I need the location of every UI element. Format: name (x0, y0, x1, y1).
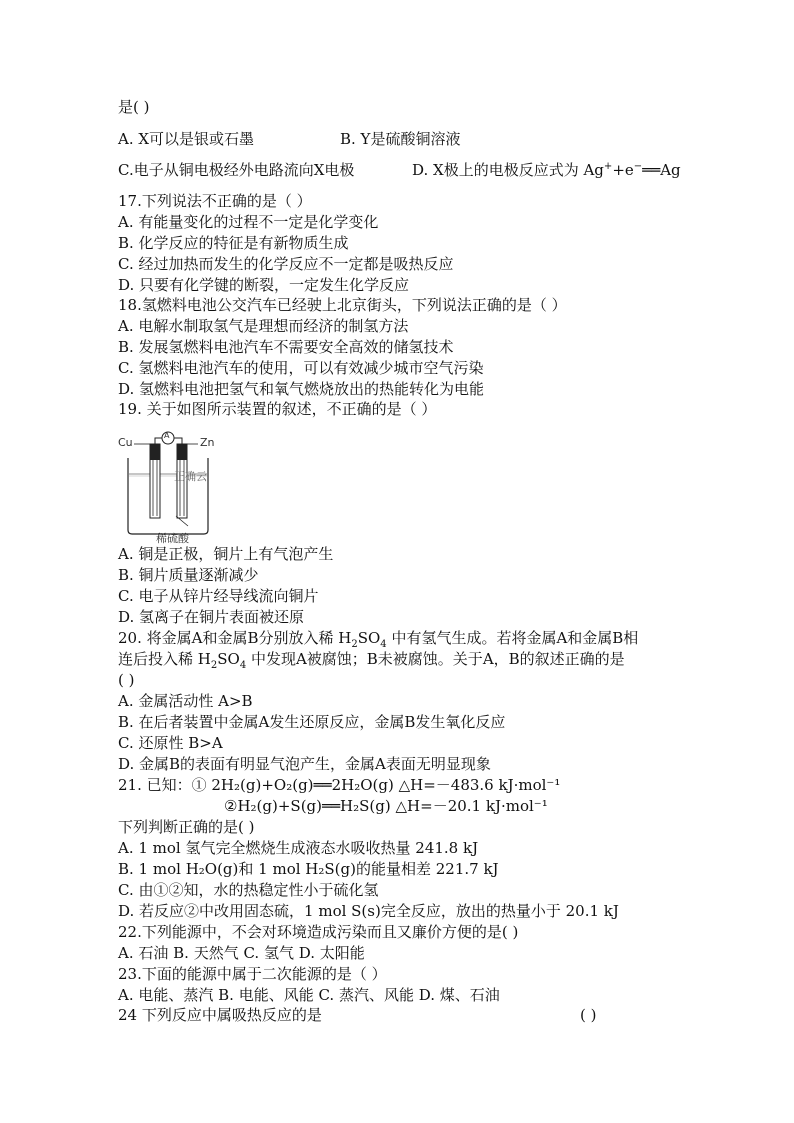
q20-option-c: C. 还原性 B>A (118, 734, 223, 752)
ammeter-label: A (164, 431, 170, 440)
q18-option-c: C. 氢燃料电池汽车的使用，可以有效减少城市空气污染 (118, 359, 484, 377)
q21-option-a: A. 1 mol 氢气完全燃烧生成液态水吸收热量 241.8 kJ (118, 839, 479, 857)
q23-stem: 23.下面的能源中属于二次能源的是（ ） (118, 965, 387, 983)
galvanic-cell-figure (118, 430, 238, 545)
q21-sub-stem: 下列判断正确的是( ) (118, 818, 255, 836)
q20-stem-line2: 连后投入稀 $H_2SO_4$ 中发现A被腐蚀；B未被腐蚀。关于A，B的叙述正确的是 (118, 650, 625, 671)
q17-option-c: C. 经过加热而发生的化学反应不一定都是吸热反应 (118, 255, 454, 273)
solution-label: 稀硫酸 (156, 532, 189, 545)
q21-option-d: D. 若反应②中改用固态硫，1 mol S(s)完全反应，放出的热量小于 20.1 kJ (118, 902, 619, 920)
q16-stem-tail: 是( ) (118, 98, 150, 116)
q22-stem: 22.下列能源中，不会对环境造成污染而且又廉价方便的是( ) (118, 923, 519, 941)
zn-label: Zn (200, 436, 215, 449)
q23-options: A. 电能、蒸汽 B. 电能、风能 C. 蒸汽、风能 D. 煤、石油 (118, 986, 500, 1004)
q20-option-d: D. 金属B的表面有明显气泡产生，金属A表面无明显现象 (118, 755, 491, 773)
watermark-text: 正确云 (174, 470, 207, 483)
zn-electrode-top (177, 444, 187, 460)
q21-stem: 21. 已知：① 2H₂(g)+O₂(g)══2H₂O(g) △H=－483.6 kJ·mol⁻¹ (118, 776, 561, 794)
q19-option-d: D. 氢离子在铜片表面被还原 (118, 608, 305, 626)
q20-stem-line1: 20. 将金属A和金属B分别放入稀 $H_2SO_4$ 中有氢气生成。若将金属A和金属B相 (118, 629, 639, 650)
q17-option-b: B. 化学反应的特征是有新物质生成 (118, 234, 349, 252)
q17-option-a: A. 有能量变化的过程不一定是化学变化 (118, 213, 379, 231)
q21-option-b: B. 1 mol H₂O(g)和 1 mol H₂S(g)的能量相差 221.7 kJ (118, 860, 499, 878)
q20-option-b: B. 在后者装置中金属A发生还原反应，金属B发生氧化反应 (118, 713, 506, 731)
galvanic-cell-diagram (118, 430, 238, 545)
q18-option-d: D. 氢燃料电池把氢气和氧气燃烧放出的热能转化为电能 (118, 380, 485, 398)
cu-electrode-top (150, 444, 160, 460)
q21-equation-2: ②H₂(g)+S(g)══H₂S(g) △H=－20.1 kJ·mol⁻¹ (224, 797, 548, 815)
q20-stem-line3: ( ) (118, 671, 135, 689)
q19-option-c: C. 电子从锌片经导线流向铜片 (118, 587, 319, 605)
q18-stem: 18.氢燃料电池公交汽车已经驶上北京街头，下列说法正确的是（ ） (118, 296, 567, 314)
q22-options: A. 石油 B. 天然气 C. 氢气 D. 太阳能 (118, 944, 365, 962)
cu-label: Cu (118, 436, 133, 449)
q17-stem: 17.下列说法不正确的是（ ） (118, 192, 312, 210)
q18-option-b: B. 发展氢燃料电池汽车不需要安全高效的储氢技术 (118, 338, 454, 356)
q17-option-d: D. 只要有化学键的断裂，一定发生化学反应 (118, 276, 410, 294)
q19-option-a: A. 铜是正极，铜片上有气泡产生 (118, 545, 334, 563)
q19-option-b: B. 铜片质量逐渐减少 (118, 566, 259, 584)
q24-stem: 24 下列反应中属吸热反应的是 (118, 1006, 322, 1024)
q24-answer-paren: ( ) (580, 1006, 597, 1024)
q21-option-c: C. 由①②知，水的热稳定性小于硫化氢 (118, 881, 379, 899)
q16-option-d: D. X极上的电极反应式为 Ag++e−══Ag (412, 161, 681, 179)
q16-option-c: C.电子从铜电极经外电路流向X电极 (118, 161, 355, 179)
q19-stem: 19. 关于如图所示装置的叙述，不正确的是（ ） (118, 400, 437, 418)
q16-option-a: A. X可以是银或石墨 (118, 130, 255, 148)
q18-option-a: A. 电解水制取氢气是理想而经济的制氢方法 (118, 317, 409, 335)
q20-option-a: A. 金属活动性 A>B (118, 692, 253, 710)
q16-option-b: B. Y是硫酸铜溶液 (340, 130, 461, 148)
